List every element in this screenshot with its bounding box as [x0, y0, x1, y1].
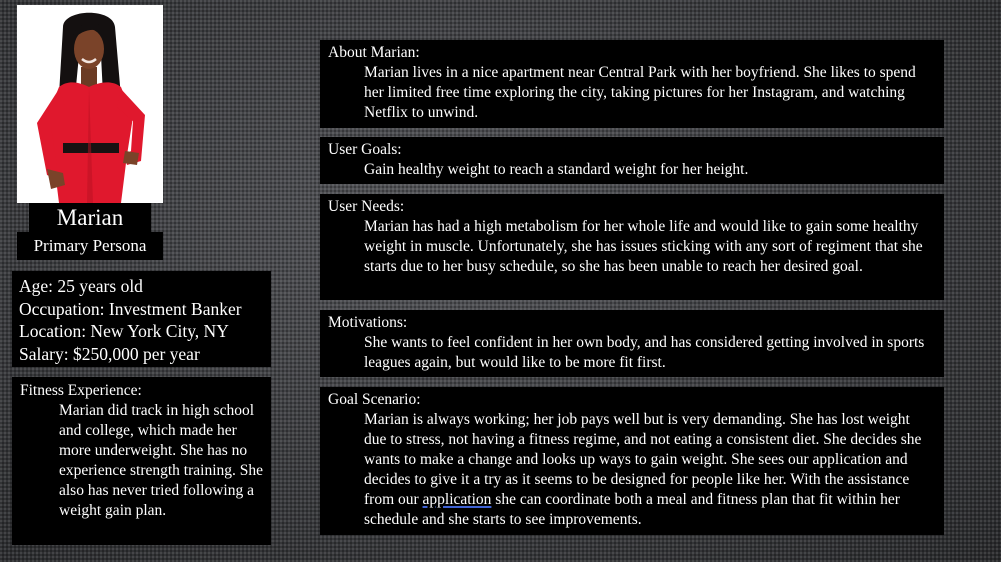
user-goals-body: Gain healthy weight to reach a standard weight for her height.: [364, 161, 749, 178]
demographics-panel: [12, 271, 271, 367]
user-goals-section: [320, 137, 944, 184]
motivations-body: She wants to feel confident in her own body, and has considered getting involved in sports leagues again, but would like to be more fit first.: [364, 334, 925, 371]
goal-scenario-body: [328, 410, 936, 530]
user-needs-title: User Needs:: [328, 198, 405, 215]
user-needs-body: Marian has had a high metabolism for her whole life and would like to gain some healthy weight in muscle. Unfortunately, she has issues sticking with any sort of regiment that she starts due to her busy schedule, so she has been unable to reach her desired goal.: [364, 218, 923, 275]
age-text: Age: 25 years old: [19, 276, 143, 296]
goal-scenario-title: Goal Scenario:: [328, 391, 421, 408]
occupation-text: Occupation: Investment Banker: [19, 298, 242, 319]
motivations-title: Motivations:: [328, 314, 408, 331]
motivations-section: [320, 310, 944, 377]
persona-role: Primary Persona: [17, 232, 163, 260]
about-section: [320, 40, 944, 128]
user-needs-section: [320, 194, 944, 300]
about-title: About Marian:: [328, 44, 420, 61]
user-goals-title: User Goals:: [328, 141, 402, 158]
persona-name: Marian: [29, 203, 151, 233]
goal-scenario-section: [320, 387, 944, 535]
fitness-experience-panel: [12, 377, 271, 545]
persona-portrait-image: [17, 5, 163, 203]
fitness-experience-title: Fitness Experience:: [20, 382, 142, 399]
salary-text: Salary: $250,000 per year: [19, 343, 200, 364]
goal-scenario-text-end: she can coordinate both a meal and fitness plan that fit within her schedule and she starts to see improvements.: [364, 491, 900, 528]
goal-scenario-text-start: Marian is always working; her job pays well but is very demanding. She has lost weight due to stress, not having a fitness regime, and not eating a consistent diet. She decides she wants to make a change and looks up ways to gain weight. She sees our application and decides to give it a try as it seems to be designed for people like her. With the assistance from our: [364, 411, 922, 508]
about-body: Marian lives in a nice apartment near Central Park with her boyfriend. She likes to spend her limited free time exploring the city, taking pictures for her Instagram, and watching Netflix to unwind.: [364, 64, 916, 121]
application-spellcheck-word: application: [422, 491, 492, 508]
location-text: Location: New York City, NY: [19, 321, 229, 341]
persona-photo: [17, 5, 163, 203]
fitness-experience-body: Marian did track in high school and college, which made her more underweight. She has no experience strength training. She also has never tried following a weight gain plan.: [59, 402, 264, 519]
